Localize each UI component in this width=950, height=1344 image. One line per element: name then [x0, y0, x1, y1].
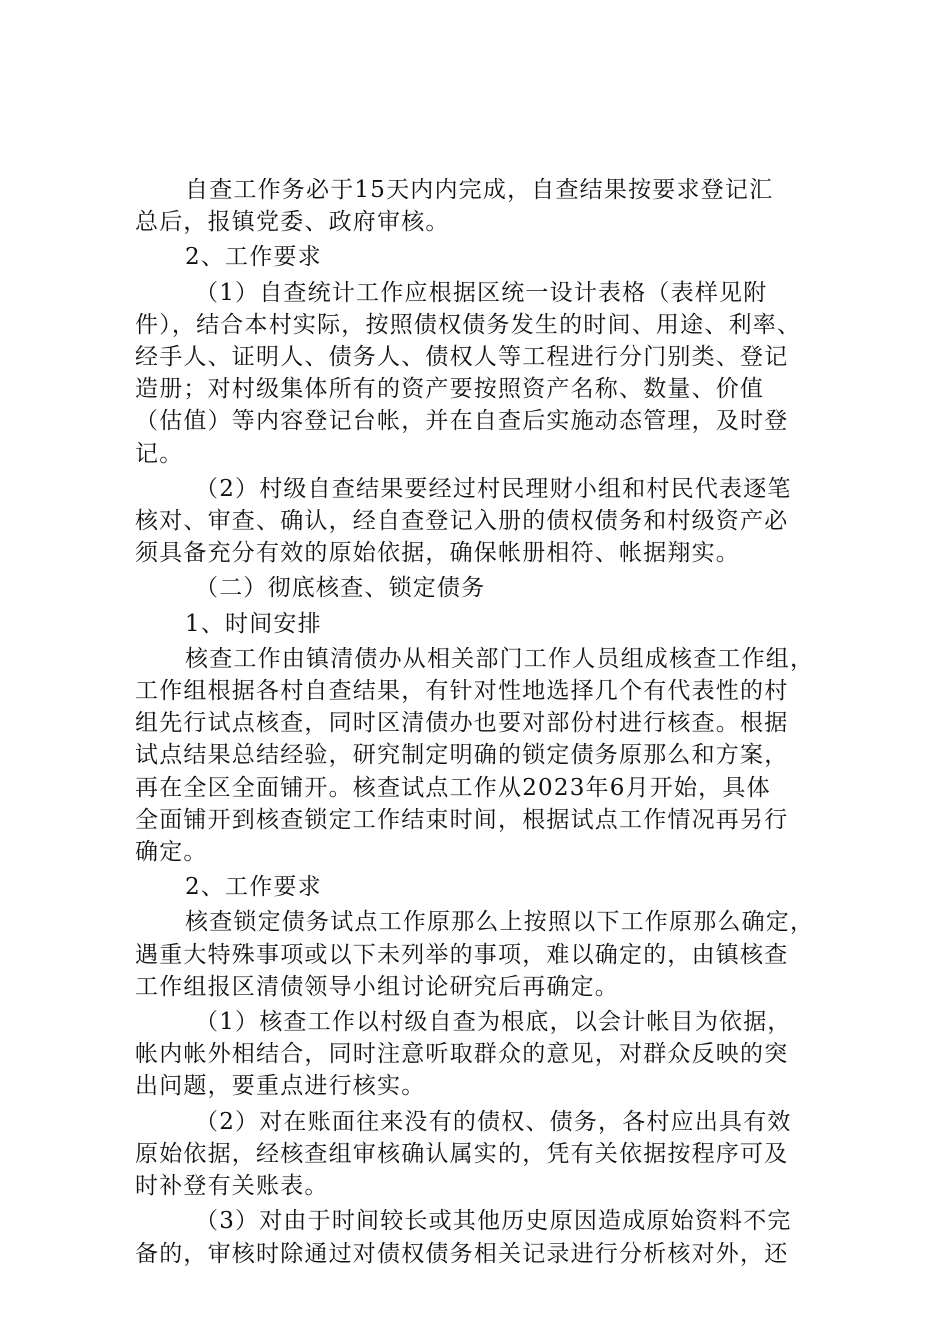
paragraph-requirement-1	[135, 277, 835, 470]
text-line: 自查工作务必于15天内内完成，自查结果按要求登记汇	[185, 177, 774, 203]
text-line: 核查工作由镇清债办从相关部门工作人员组成核查工作组，	[185, 645, 815, 672]
text-line: 时补登有关账表。	[135, 1173, 329, 1200]
text-line: 出问题，要重点进行核实。	[135, 1073, 426, 1100]
paragraph-principle-2	[135, 1106, 835, 1203]
text-line: 确定。	[135, 839, 208, 866]
text-line: 件），结合本村实际，按照债权债务发生的时间、用途、利率、	[135, 311, 802, 338]
text-line: （1）自查统计工作应根据区统一设计表格（表样见附	[195, 279, 768, 306]
text-line: 备的，审核时除通过对债权债务相关记录进行分析核对外，还	[135, 1240, 789, 1267]
text-line: （3）对由于时间较长或其他历史原因造成原始资料不完	[195, 1208, 792, 1235]
heading-verify-lock-debts	[135, 572, 835, 604]
text-line: 造册；对村级集体所有的资产要按照资产名称、数量、价值	[135, 376, 765, 403]
text-line: 核查锁定债务试点工作原那么上按照以下工作原那么确定，	[185, 909, 815, 936]
text-line: 帐内帐外相结合，同时注意听取群众的意见，对群众反映的突	[135, 1041, 789, 1068]
text-line: 2、工作要求	[185, 874, 322, 901]
text-line: 1、时间安排	[185, 610, 322, 637]
text-line: 全面铺开到核查锁定工作结束时间，根据试点工作情况再另行	[135, 806, 789, 833]
document-body	[135, 174, 835, 1273]
paragraph-self-check-deadline	[135, 174, 835, 238]
text-line: 工作组根据各村自查结果，有针对性地选择几个有代表性的村	[135, 678, 789, 705]
paragraph-verification-schedule	[135, 643, 835, 868]
text-line: （1）核查工作以村级自查为根底，以会计帐目为依据，	[195, 1009, 792, 1036]
text-line: 原始依据，经核查组审核确认属实的，凭有关依据按程序可及	[135, 1140, 789, 1167]
text-line: 经手人、证明人、债务人、债权人等工程进行分门别类、登记	[135, 344, 789, 371]
text-line: 再在全区全面铺开。核查试点工作从2023年6月开始，具体	[135, 774, 771, 801]
text-line: （2）村级自查结果要经过村民理财小组和村民代表逐笔	[195, 475, 792, 502]
heading-work-requirements	[135, 241, 835, 273]
text-line: 工作组报区清债领导小组讨论研究后再确定。	[135, 973, 619, 1000]
text-line: （二）彻底核查、锁定债务	[195, 575, 486, 602]
text-line: 试点结果总结经验，研究制定明确的锁定债务原那么和方案，	[135, 742, 789, 769]
text-line: 记。	[135, 440, 184, 467]
text-line: （估值）等内容登记台帐，并在自查后实施动态管理，及时登	[135, 408, 789, 435]
text-line: 核对、审查、确认，经自查登记入册的债权债务和村级资产必	[135, 508, 789, 535]
heading-work-requirements-2	[135, 871, 835, 903]
paragraph-principle-1	[135, 1006, 835, 1103]
text-line: 组先行试点核查，同时区清债办也要对部份村进行核查。根据	[135, 710, 789, 737]
text-line: 总后，报镇党委、政府审核。	[135, 209, 450, 236]
text-line: 遇重大特殊事项或以下未列举的事项，难以确定的，由镇核查	[135, 941, 789, 968]
text-line: （2）对在账面往来没有的债权、债务，各村应出具有效	[195, 1108, 792, 1135]
text-line: 须具备充分有效的原始依据，确保帐册相符、帐据翔实。	[135, 540, 740, 567]
paragraph-lock-principles	[135, 906, 835, 1003]
paragraph-principle-3	[135, 1205, 835, 1269]
paragraph-requirement-2	[135, 473, 835, 570]
heading-time-schedule	[135, 608, 835, 640]
text-line: 2、工作要求	[185, 244, 322, 271]
